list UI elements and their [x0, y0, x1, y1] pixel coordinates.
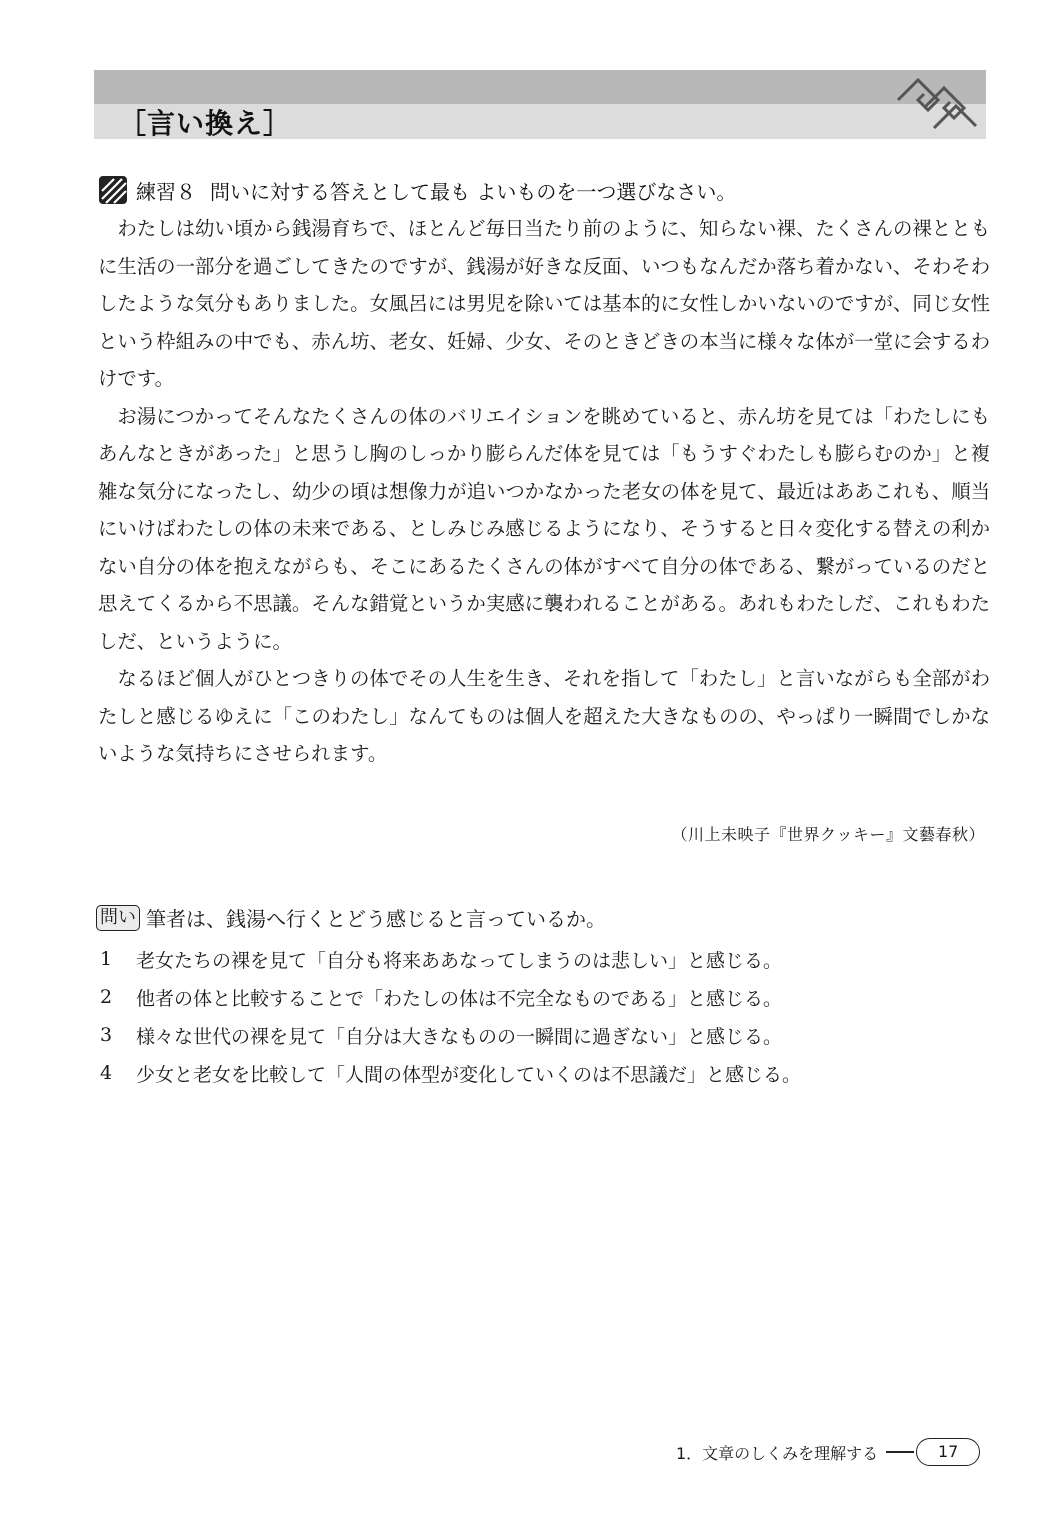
reading-passage — [98, 210, 990, 773]
passage-paragraph: お湯につかってそんなたくさんの体のバリエイションを眺めていると、赤ん坊を見ては「わたしにもあんなときがあった」と思うし胸のしっかり膨らんだ体を見ては「もうすぐわたしも膨らむのか」と複雑な気分になったし、幼少の頃は想像力が追いつかなかった老女の体を見て、最近はああこれも、順当にいけばわたしの体の未来である、としみじみ感じるようになり、そうすると日々変化する替えの利かない自分の体を抱えながらも、そこにあるたくさんの体がすべて自分の体である、繋がっているのだと思えてくるから不思議。そんな錯覚というか実感に襲われることがある。あれもわたしだ、これもわたしだ、というように。 — [98, 404, 990, 653]
answer-choice[interactable] — [100, 940, 801, 978]
answer-choices — [100, 940, 801, 1092]
passage-paragraph: わたしは幼い頃から銭湯育ちで、ほとんど毎日当たり前のように、知らない裸、たくさんの裸とともに生活の一部分を過ごしてきたのですが、銭湯が好きな反面、いつもなんだか落ち着かない、そわそわしたような気分もありました。女風呂には男児を除いては基本的に女性しかいないのですが、同じ女性という枠組みの中でも、赤ん坊、老女、妊婦、少女、そのときどきの本当に様々な体が一堂に会するわけです。 — [98, 217, 990, 390]
hatched-square-icon — [98, 175, 128, 205]
choice-text: 他者の体と比較することで「わたしの体は不完全なものである」と感じる。 — [136, 987, 783, 1010]
answer-choice[interactable] — [100, 1054, 801, 1092]
choice-number: 4 — [100, 1062, 113, 1084]
passage-source: （川上未映子『世界クッキー』文藝春秋） — [671, 825, 985, 844]
question-badge: 問い — [96, 905, 140, 931]
answer-choice[interactable] — [100, 978, 801, 1016]
choice-text: 様々な世代の裸を見て「自分は大きなものの一瞬間に過ぎない」と感じる。 — [136, 1025, 783, 1048]
footer-rule — [886, 1451, 914, 1453]
exercise-instruction: 問いに対する答えとして最も よいものを一つ選びなさい。 — [210, 179, 737, 204]
choice-text: 少女と老女を比較して「人間の体型が変化していくのは不思議だ」と感じる。 — [136, 1063, 802, 1086]
question-text: 筆者は、銭湯へ行くとどう感じると言っているか。 — [146, 907, 606, 931]
choice-text: 老女たちの裸を見て「自分も将来ああなってしまうのは悲しい」と感じる。 — [136, 949, 783, 972]
choice-number: 3 — [100, 1024, 113, 1046]
chapter-title: 1．文章のしくみを理解する — [676, 1443, 879, 1463]
answer-choice[interactable] — [100, 1016, 801, 1054]
section-title: ［言い換え］ — [118, 107, 293, 140]
choice-number: 2 — [100, 986, 113, 1008]
choice-number: 1 — [100, 948, 113, 970]
exercise-heading — [98, 174, 736, 206]
key-pattern-ornament-icon — [894, 72, 980, 136]
page-number: 17 — [916, 1438, 980, 1466]
passage-paragraph: なるほど個人がひとつきりの体でその人生を生き、それを指して「わたし」と言いながらも全部がわたしと感じるゆえに「このわたし」なんてものは個人を超えた大きなものの、やっぱり一瞬間でしかないような気持ちにさせられます。 — [98, 667, 990, 765]
question-heading — [96, 903, 606, 932]
exercise-label: 練習８ — [136, 179, 196, 204]
page-footer — [676, 1437, 980, 1467]
